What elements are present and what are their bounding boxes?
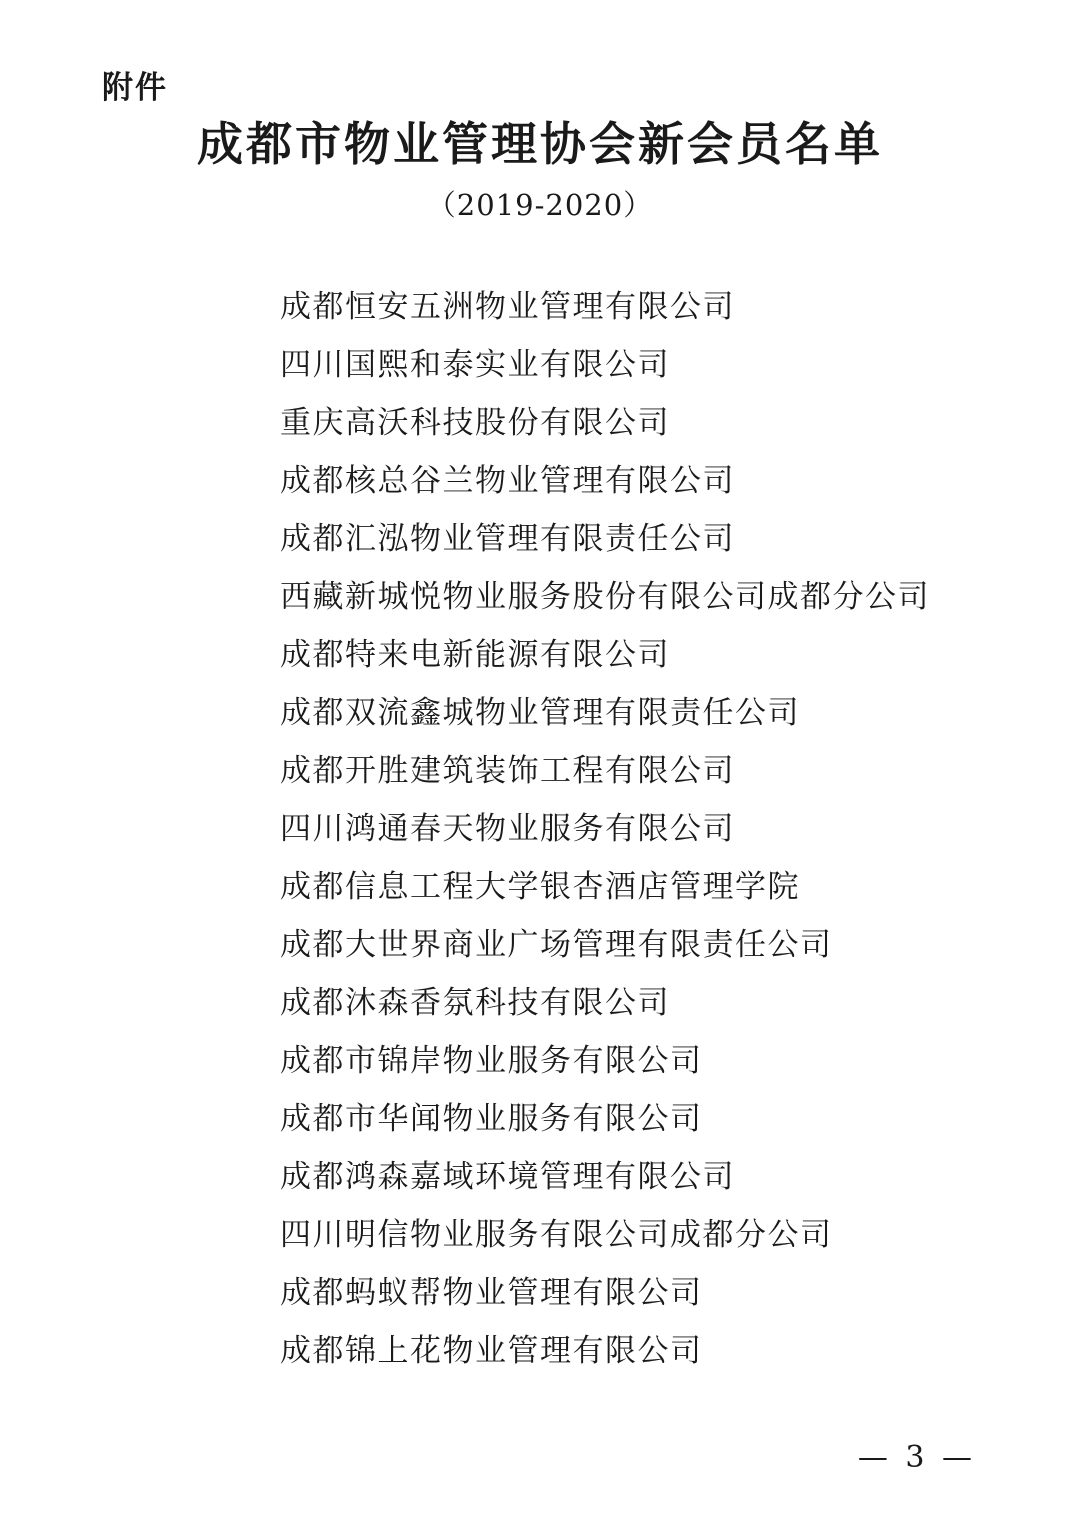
list-item: 成都市华闻物业服务有限公司: [280, 1101, 703, 1137]
member-list: [280, 278, 1020, 1380]
list-item: 重庆高沃科技股份有限公司: [280, 405, 670, 441]
list-item: 四川鸿通春天物业服务有限公司: [280, 811, 735, 847]
list-item: 成都开胜建筑装饰工程有限公司: [280, 753, 735, 789]
list-item: 成都核总谷兰物业管理有限公司: [280, 463, 735, 499]
attachment-label: 附件: [102, 70, 168, 106]
list-item: 四川明信物业服务有限公司成都分公司: [280, 1217, 833, 1253]
list-item: 成都鸿森嘉域环境管理有限公司: [280, 1159, 735, 1195]
list-item: 成都恒安五洲物业管理有限公司: [280, 289, 735, 325]
page-subtitle: （2019-2020）: [426, 188, 654, 222]
list-item: 成都大世界商业广场管理有限责任公司: [280, 927, 833, 963]
list-item: 成都市锦岸物业服务有限公司: [280, 1043, 703, 1079]
list-item: 四川国熙和泰实业有限公司: [280, 347, 670, 383]
list-item: 成都双流鑫城物业管理有限责任公司: [280, 695, 800, 731]
list-item: 成都蚂蚁帮物业管理有限公司: [280, 1275, 703, 1311]
page-title: 成都市物业管理协会新会员名单: [197, 117, 883, 171]
list-item: 成都沐森香氛科技有限公司: [280, 985, 670, 1021]
list-item: 成都汇泓物业管理有限责任公司: [280, 521, 735, 557]
list-item: 西藏新城悦物业服务股份有限公司成都分公司: [280, 579, 930, 615]
list-item: 成都锦上花物业管理有限公司: [280, 1333, 703, 1369]
page-number: — 3 —: [857, 1440, 976, 1475]
list-item: 成都信息工程大学银杏酒店管理学院: [280, 869, 800, 905]
list-item: 成都特来电新能源有限公司: [280, 637, 670, 673]
